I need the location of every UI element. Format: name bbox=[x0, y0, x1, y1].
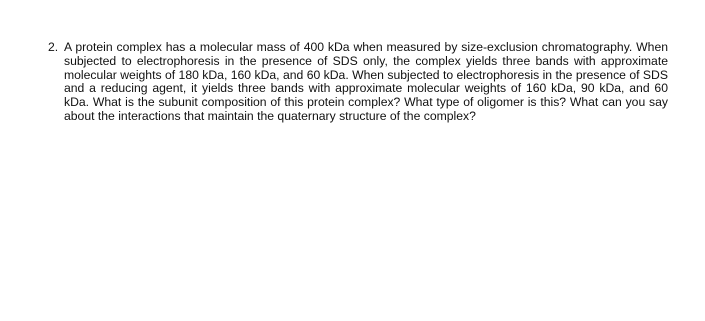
question-number: 2. bbox=[48, 40, 59, 54]
question-item bbox=[48, 41, 668, 124]
question-text: A protein complex has a molecular mass of 400 kDa when measured by size-exclusion chromatography. When subjected to electrophoresis in the presence of SDS only, the complex yields three bands with approximate molecular weights of 180 kDa, 160 kDa, and 60 kDa. When subjected to electrophoresis in the presence of SDS and a reducing agent, it yields three bands with approximate molecular weights of 160 kDa, 90 kDa, and 60 kDa. What is the subunit composition of this protein complex? What type of oligomer is this? What can you say about the interactions that maintain the quaternary structure of the complex? bbox=[64, 40, 668, 123]
